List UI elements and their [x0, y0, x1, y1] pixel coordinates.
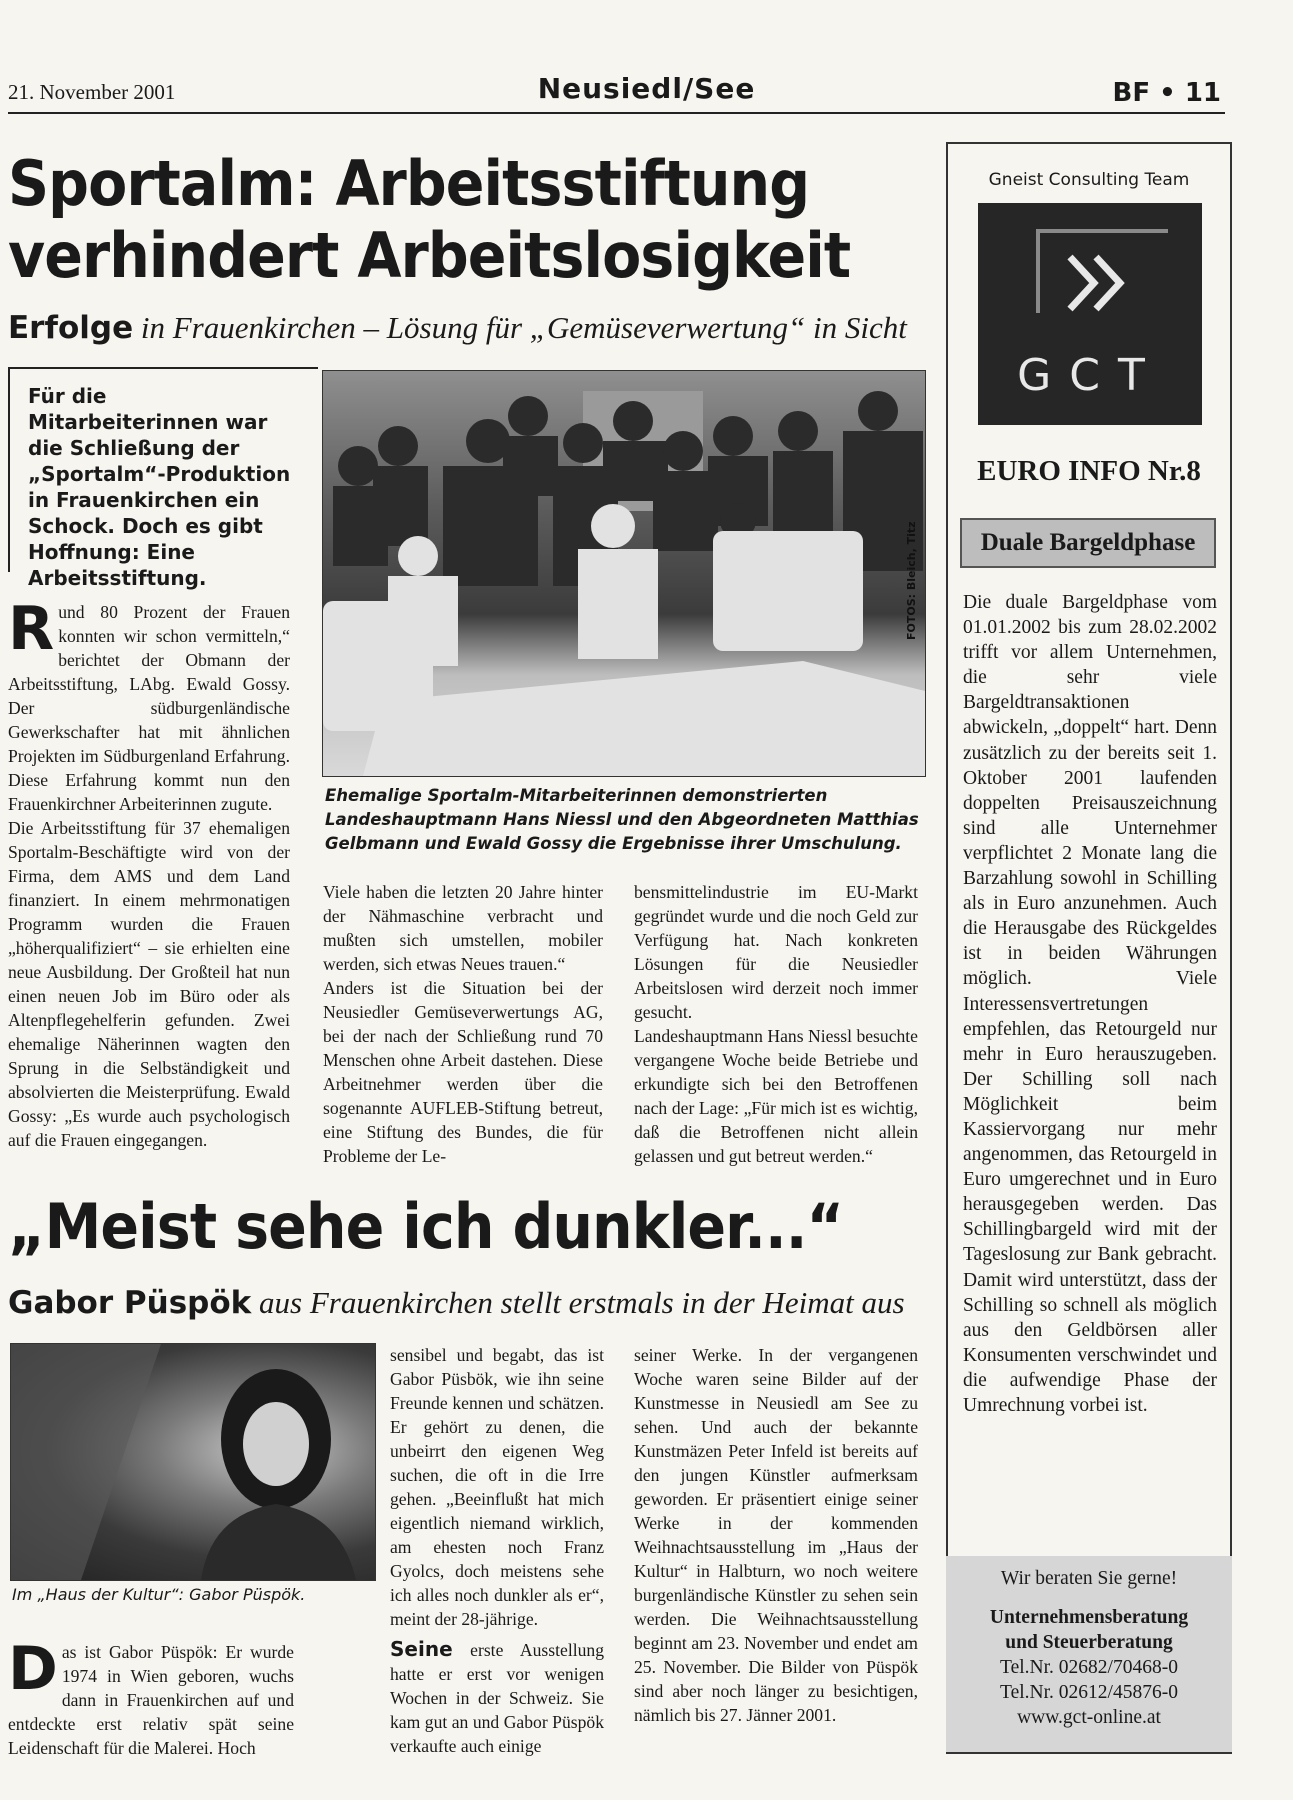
paragraph: Landeshauptmann Hans Niessl besuchte vergangene Woche beide Betriebe und erkundigte sich bei den Betroffenen nach der Lage: „Für mich ist es wichtig, daß die Betroffenen nicht allein gelassen und gut betreut werden.“: [634, 1026, 918, 1166]
group-photo: [322, 370, 926, 777]
paragraph: und 80 Prozent der Frauen konnten wir schon vermitteln,“ berichtet der Obmann der Arbeitsstiftung, LAbg. Ewald Gossy. Der südburgenländische Gewerkschafter hat mit ähnlichen Projekten im Südburgenland Erfahrung. Diese Erfahrung kommt nun den Frauenkirchner Arbeiterinnen zugute.: [8, 602, 290, 814]
ad-team-name: Gneist Consulting Team: [988, 170, 1190, 190]
headline-sportalm: Sportalm: Arbeitsstiftung verhindert Arbeitslosigkeit: [8, 147, 851, 292]
paragraph: as ist Gabor Püspök: Er wurde 1974 in Wien geboren, wuchs dann in Frauenkirchen auf und entdeckte erst relativ spät seine Leidenschaft für die Malerei. Hoch: [8, 1642, 294, 1758]
photo-caption: Ehemalige Sportalm-Mitarbeiterinnen demonstrierten Landeshauptmann Hans Niessl und den Abgeordneten Matthias Gelbmann und Ewald Gossy die Ergebnisse ihrer Umschulung.: [325, 786, 919, 853]
duale-bargeldphase-heading: Duale Bargeldphase: [960, 518, 1216, 568]
dropcap: R: [8, 594, 55, 664]
phone-2: Tel.Nr. 02612/45876-0: [1000, 1682, 1178, 1703]
article2-column-2: [390, 1343, 604, 1758]
paragraph: Die Arbeitsstiftung für 37 ehemaligen Sportalm-Beschäftigte wird von der Firma, dem AMS und dem Land finanziert. In einem mehrmonatigen Programm wurden die Frauen „höherqualifiziert“ – sie erhielten eine neue Ausbildung. Der Großteil hat nun einen neuen Job im Büro oder als Altenpflegehelferin gefunden. Zwei ehemalige Näherinnen wagten den Sprung in die Selbständigkeit und absolvierten die Meisterprüfung. Ewald Gossy: „Es wurde auch psychologisch auf die Frauen eingegangen.: [8, 818, 290, 1150]
page-number: BF • 11: [1112, 78, 1221, 108]
lead-paragraph: Für die Mitarbeiterinnen war die Schließung der „Sportalm“-Produktion in Frauenkirchen ein Schock. Doch es gibt Hoffnung: Eine Arbeitsstiftung.: [28, 384, 291, 590]
issue-date: 21. November 2001: [8, 80, 176, 104]
article1-column-3: [634, 880, 918, 1168]
section-title: Neusiedl/See: [537, 72, 756, 105]
paragraph: Anders ist die Situation bei der Neusiedler Gemüseverwertungs AG, bei der nach der Schließung rund 70 Menschen ohne Arbeit dastehen. Diese Arbeitnehmer werden über die sogenannte AUFLEB-Stiftung betreut, eine Stiftung des Bundes, die für Probleme der Le-: [323, 978, 603, 1166]
subheadline-sportalm: Erfolge in Frauenkirchen – Lösung für „Gemüseverwertung“ in Sicht: [8, 310, 907, 346]
lead-rule: [8, 367, 318, 369]
euro-info-title: EURO INFO Nr.8: [977, 455, 1201, 487]
group-photo-illustration: [323, 371, 925, 776]
paragraph: Viele haben die letzten 20 Jahre hinter der Nähmaschine verbracht und mußten sich umstellen, mobiler werden, sich etwas Neues trauen.“: [323, 882, 603, 974]
ad-contact-panel: [946, 1556, 1232, 1752]
paragraph: seiner Werke. In der vergangenen Woche waren seine Bilder auf der Kunstmesse in Neusiedl am See zu sehen. Und auch der bekannte Kunstmäzen Peter Infeld ist bereits auf den jungen Künstler aufmerksam geworden. Er präsentiert einige seiner Werke in der kommenden Weihnachtsausstellung im „Haus der Kultur“ in Halbturn, wo noch weitere burgenländische Künstler zu sehen sein werden. Die Weihnachtsausstellung beginnt am 23. November und endet am 25. November. Die Bilder von Püspök sind aber noch länger zu besichtigen, nämlich bis 27. Jänner 2001.: [634, 1345, 918, 1725]
subheadline-puespoek: Gabor Püspök aus Frauenkirchen stellt erstmals in der Heimat aus: [8, 1285, 905, 1321]
lead-rule-vertical: [8, 367, 10, 572]
dropcap: D: [8, 1634, 58, 1704]
paragraph: sensibel und begabt, das ist Gabor Püsbök, wie ihn seine Freunde kennen und schätzen. Er gehört zu denen, die unbeirrt den eigenen Weg suchen, die oft in die Irre gehen. „Beeinflußt hat mich eigentlich niemand wirklich, am ehesten noch Franz Gyolcs, doch meistens sehe ich alles noch dunkler als er“, meint der 28-jährige.: [390, 1345, 604, 1629]
article1-column-2: [323, 880, 603, 1168]
logo-text: GCT: [1017, 350, 1163, 401]
header-rule: [8, 112, 1225, 114]
article1-column-1: [8, 594, 290, 1152]
photo-credit: FOTOS: Bleich, Titz: [905, 521, 918, 640]
ad-slogan: Wir beraten Sie gerne!: [1000, 1568, 1178, 1589]
firm-line-2: und Steuerberatung: [1005, 1632, 1173, 1653]
ad-body-text: Die duale Bargeldphase vom 01.01.2002 bis zum 28.02.2002 trifft vor allem Unternehmen, die sehr viele Bargeldtransaktionen abwickeln, „doppelt“ hart. Denn zusätzlich zu der bereits seit 1. Oktober 2001 laufenden doppelten Preisauszeichnung sind alle Unternehmer verpflichtet 2 Monate lang die Barzahlung sowohl in Schilling als in Euro anzunehmen. Auch die Herausgabe des Rückgeldes ist in beiden Währungen möglich. Viele Interessensvertretungen empfehlen, das Retourgeld nur mehr in Euro herauszugeben. Der Schilling soll nach Möglichkeit beim Kassiervorgang nur mehr angenommen, das Retourgeld in Euro umgerechnet und in Euro herausgegeben werden. Das Schillingbargeld wird mit der Tageslosung zur Bank gebracht. Damit wird unterstützt, dass der Schilling so schnell als möglich aus den Geldbörsen aller Konsumenten verschwindet und die aufwendige Phase der Umrechnung vorbei ist.: [963, 592, 1217, 1416]
phone-1: Tel.Nr. 02682/70468-0: [1000, 1657, 1178, 1678]
portrait-illustration: [11, 1344, 375, 1580]
paragraph: Seine erste Ausstellung hatte er erst vor wenigen Wochen in der Schweiz. Sie kam gut an und Gabor Püspök verkaufte auch einige: [390, 1637, 604, 1756]
paragraph: bensmittelindustrie im EU-Markt gegründet wurde und die noch Geld zur Verfügung hat. Nach konkreten Lösungen für die Neusiedler Arbeitslosen wird derzeit noch immer gesucht.: [634, 882, 918, 1022]
portrait-photo: [10, 1343, 376, 1581]
headline-puespoek: „Meist sehe ich dunkler...“: [8, 1190, 844, 1263]
website-link[interactable]: www.gct-online.at: [1017, 1707, 1161, 1728]
article2-column-1: [8, 1634, 294, 1760]
firm-line-1: Unternehmensberatung: [989, 1607, 1189, 1628]
article2-column-3: [634, 1343, 918, 1727]
portrait-caption: Im „Haus der Kultur“: Gabor Püspök.: [12, 1585, 306, 1604]
